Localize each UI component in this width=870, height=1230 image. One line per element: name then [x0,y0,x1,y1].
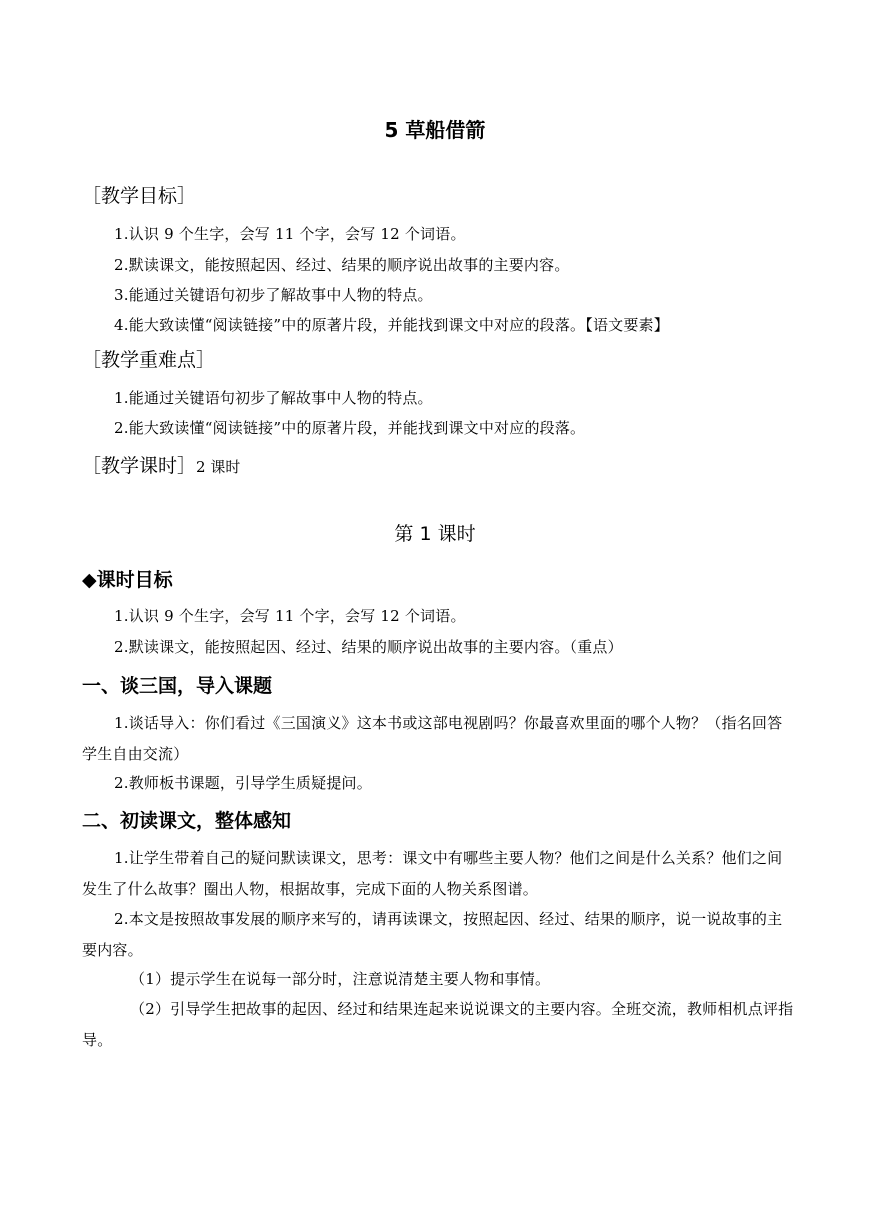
objective-item-4: 4.能大致读懂“阅读链接”中的原著片段，并能找到课文中对应的段落。【语文要素】 [114,316,669,334]
lesson-session-title: 第 1 课时 [394,523,476,545]
bracket-open: ［ [82,349,102,371]
part2-item-4: （2）引导学生把故事的起因、经过和结果连起来说说课文的主要内容。全班交流，教师相机点评指导。 [82,1000,794,1049]
key-points-heading [82,348,215,372]
objective-item-2: 2.默读课文，能按照起因、经过、结果的顺序说出故事的主要内容。 [114,256,570,274]
objectives-heading [82,184,196,208]
key-points-heading-text: 教学重难点 [101,349,197,371]
key-point-item-1: 1.能通过关键语句初步了解故事中人物的特点。 [114,389,433,407]
lesson-objectives-heading: ◆课时目标 [82,569,173,591]
hours-value: 2 课时 [196,458,241,476]
hours-heading [82,454,240,479]
part2-item-1: 1.让学生带着自己的疑问默读课文，思考：课文中有哪些主要人物？他们之间是什么关系？他们之间发生了什么故事？圈出人物，根据故事，完成下面的人物关系图谱。 [82,849,783,898]
bracket-open: ［ [82,455,102,477]
bracket-open: ［ [82,185,102,207]
lesson-objective-item-1: 1.认识 9 个生字，会写 11 个字，会写 12 个词语。 [114,607,466,625]
key-point-item-2: 2.能大致读懂“阅读链接”中的原著片段，并能找到课文中对应的段落。 [114,419,586,437]
part1-item-1: 1.谈话导入：你们看过《三国演义》这本书或这部电视剧吗？你最喜欢里面的哪个人物？（指名回答学生自由交流） [82,714,783,763]
part1-heading: 一、谈三国，导入课题 [82,675,273,697]
part1-item-2: 2.教师板书课题，引导学生质疑提问。 [114,774,372,792]
hours-heading-text: 教学课时 [101,455,178,477]
objective-item-1: 1.认识 9 个生字，会写 11 个字，会写 12 个词语。 [114,225,466,243]
lesson-objective-item-2: 2.默读课文，能按照起因、经过、结果的顺序说出故事的主要内容。（重点） [114,638,623,656]
objective-item-3: 3.能通过关键语句初步了解故事中人物的特点。 [114,286,433,304]
bracket-close: ］ [177,185,197,207]
lesson-title: 5 草船借箭 [384,118,486,142]
part2-heading: 二、初读课文，整体感知 [82,810,292,832]
objectives-heading-text: 教学目标 [101,185,178,207]
part2-item-3: （1）提示学生在说每一部分时，注意说清楚主要人物和事情。 [130,970,551,988]
part2-item-2: 2.本文是按照故事发展的顺序来写的，请再读课文，按照起因、经过、结果的顺序，说一说故事的主要内容。 [82,910,783,959]
bracket-close: ］ [196,349,216,371]
bracket-close: ］ [177,455,197,477]
